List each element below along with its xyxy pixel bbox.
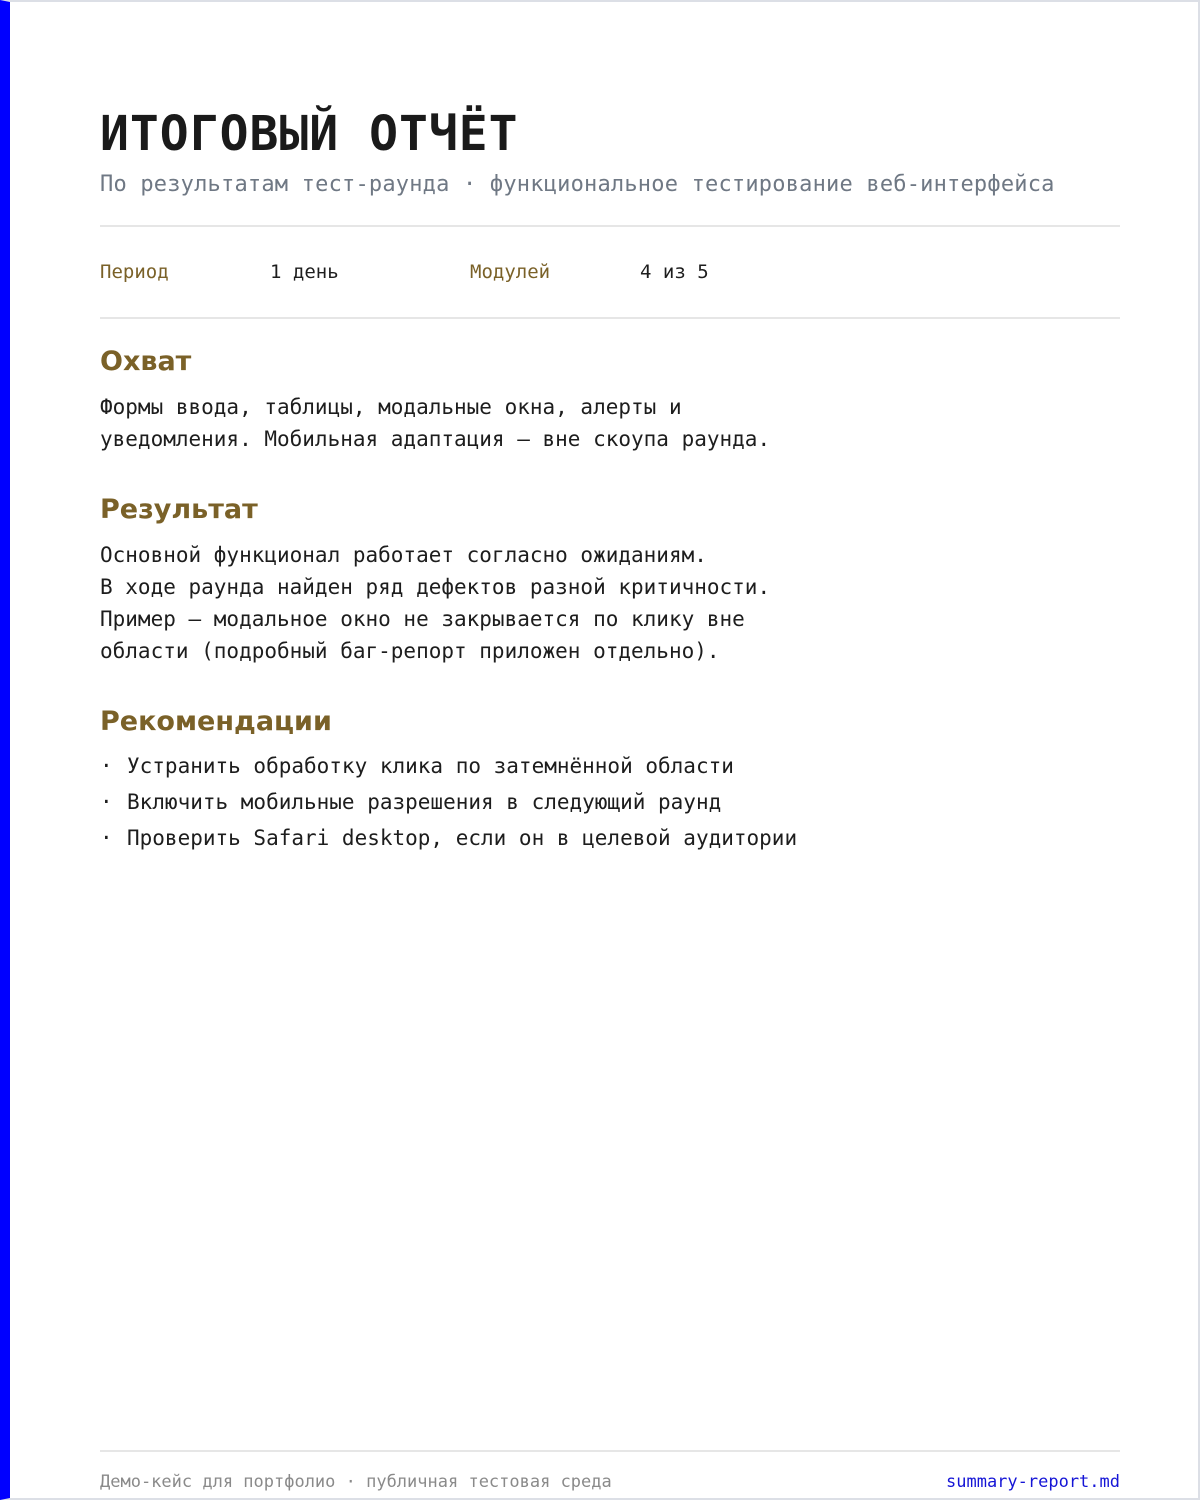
divider — [100, 317, 1120, 319]
page-title: ИТОГОВЫЙ ОТЧЁТ — [100, 106, 519, 162]
result-line: Пример — модальное окно не закрывается по клику вне — [100, 607, 745, 631]
divider — [100, 225, 1120, 227]
page-subtitle: По результатам тест-раунда · функциональное тестирование веб-интерфейса — [100, 172, 1055, 197]
recommendation-text: Проверить Safari desktop, если он в целевой аудитории — [127, 826, 798, 850]
list-item — [100, 750, 1120, 786]
list-item — [100, 822, 1120, 858]
scope-heading: Охват — [100, 346, 192, 377]
scope-line: уведомления. Мобильная адаптация — вне скоупа раунда. — [100, 427, 771, 451]
list-item — [100, 786, 1120, 822]
result-line: области (подробный баг-репорт приложен отдельно). — [100, 639, 720, 663]
modules-label: Модулей — [470, 261, 551, 283]
recommendations-list — [100, 750, 1120, 858]
bullet-icon: · — [100, 826, 113, 850]
period-value: 1 день — [270, 261, 339, 283]
result-line: В ходе раунда найден ряд дефектов разной критичности. — [100, 575, 771, 599]
period-label: Период — [100, 261, 169, 283]
result-heading: Результат — [100, 494, 258, 525]
footer-note: Демо-кейс для портфолио · публичная тестовая среда — [100, 1472, 612, 1492]
footer-filename-link[interactable]: summary-report.md — [946, 1472, 1120, 1492]
footer — [100, 1472, 1120, 1496]
result-text — [100, 539, 1100, 667]
recommendation-text: Включить мобильные разрешения в следующий раунд — [127, 790, 722, 814]
recommendation-text: Устранить обработку клика по затемнённой области — [127, 754, 734, 778]
bullet-icon: · — [100, 754, 113, 778]
scope-text — [100, 391, 1100, 455]
recommendations-heading: Рекомендации — [100, 706, 332, 737]
result-line: Основной функционал работает согласно ожиданиям. — [100, 543, 707, 567]
scope-line: Формы ввода, таблицы, модальные окна, алерты и — [100, 395, 682, 419]
bullet-icon: · — [100, 790, 113, 814]
modules-value: 4 из 5 — [640, 261, 709, 283]
meta-row — [100, 261, 1120, 287]
divider — [100, 1450, 1120, 1452]
